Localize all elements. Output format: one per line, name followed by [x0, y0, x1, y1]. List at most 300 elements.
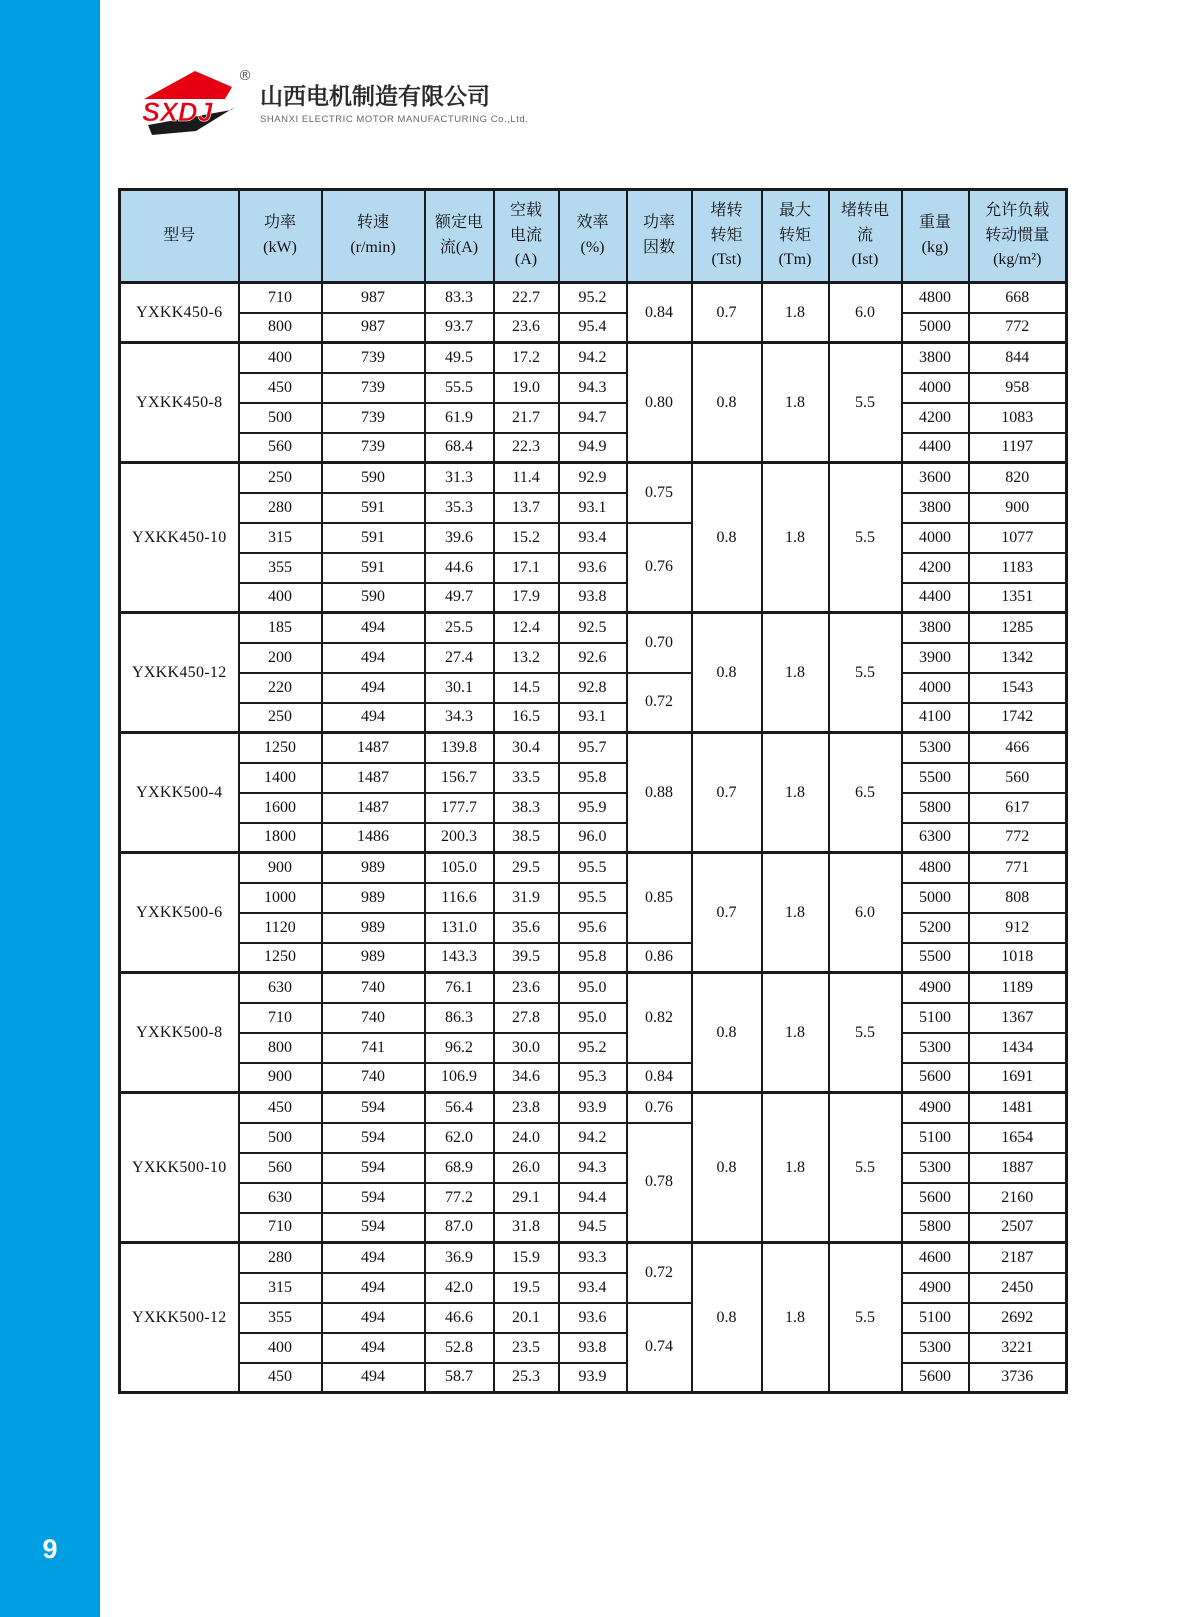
cell-inertia: 2187 — [969, 1243, 1067, 1273]
cell-noload-current: 17.2 — [494, 343, 559, 373]
cell-weight: 5000 — [902, 313, 969, 343]
motor-spec-table — [118, 188, 1068, 1394]
cell-efficiency: 93.9 — [559, 1093, 627, 1123]
cell-locked-current: 6.5 — [829, 733, 902, 853]
cell-rated-current: 106.9 — [425, 1063, 494, 1093]
cell-inertia: 617 — [969, 793, 1067, 823]
table-row — [120, 823, 1067, 853]
cell-model: YXKK500-12 — [120, 1243, 239, 1393]
cell-speed: 739 — [322, 343, 425, 373]
cell-speed: 591 — [322, 523, 425, 553]
cell-model: YXKK500-10 — [120, 1093, 239, 1243]
cell-weight: 4000 — [902, 673, 969, 703]
table-row — [120, 1363, 1067, 1393]
cell-rated-current: 35.3 — [425, 493, 494, 523]
cell-power: 500 — [239, 1123, 322, 1153]
cell-noload-current: 29.5 — [494, 853, 559, 883]
cell-locked-current: 6.0 — [829, 283, 902, 343]
cell-noload-current: 38.3 — [494, 793, 559, 823]
col-header-model: 型号 — [120, 190, 239, 283]
cell-noload-current: 20.1 — [494, 1303, 559, 1333]
blue-side-strip — [0, 0, 100, 1617]
cell-inertia: 560 — [969, 763, 1067, 793]
cell-weight: 5500 — [902, 943, 969, 973]
cell-speed: 494 — [322, 643, 425, 673]
cell-speed: 590 — [322, 463, 425, 493]
cell-power-factor: 0.72 — [627, 1243, 692, 1303]
cell-weight: 5800 — [902, 1213, 969, 1243]
cell-inertia: 2692 — [969, 1303, 1067, 1333]
cell-noload-current: 13.7 — [494, 493, 559, 523]
cell-speed: 739 — [322, 373, 425, 403]
cell-rated-current: 56.4 — [425, 1093, 494, 1123]
table-row — [120, 1273, 1067, 1303]
cell-inertia: 1018 — [969, 943, 1067, 973]
cell-rated-current: 44.6 — [425, 553, 494, 583]
cell-efficiency: 95.6 — [559, 913, 627, 943]
cell-rated-current: 177.7 — [425, 793, 494, 823]
cell-weight: 4900 — [902, 1273, 969, 1303]
cell-inertia: 1077 — [969, 523, 1067, 553]
table-row — [120, 1123, 1067, 1153]
cell-noload-current: 33.5 — [494, 763, 559, 793]
cell-weight: 4100 — [902, 703, 969, 733]
cell-inertia: 958 — [969, 373, 1067, 403]
cell-power: 1000 — [239, 883, 322, 913]
cell-speed: 1486 — [322, 823, 425, 853]
cell-weight: 5300 — [902, 1033, 969, 1063]
cell-noload-current: 23.6 — [494, 313, 559, 343]
cell-noload-current: 15.2 — [494, 523, 559, 553]
cell-locked-current: 5.5 — [829, 613, 902, 733]
cell-inertia: 1654 — [969, 1123, 1067, 1153]
cell-weight: 4000 — [902, 523, 969, 553]
cell-noload-current: 34.6 — [494, 1063, 559, 1093]
cell-efficiency: 95.3 — [559, 1063, 627, 1093]
cell-rated-current: 25.5 — [425, 613, 494, 643]
table-row — [120, 463, 1067, 493]
cell-locked-current: 5.5 — [829, 973, 902, 1093]
cell-power: 450 — [239, 1093, 322, 1123]
cell-power-factor: 0.76 — [627, 1093, 692, 1123]
cell-inertia: 1083 — [969, 403, 1067, 433]
cell-rated-current: 34.3 — [425, 703, 494, 733]
table-row — [120, 793, 1067, 823]
cell-weight: 4400 — [902, 433, 969, 463]
cell-power: 280 — [239, 493, 322, 523]
cell-efficiency: 93.1 — [559, 703, 627, 733]
cell-locked-torque: 0.7 — [692, 853, 762, 973]
cell-noload-current: 25.3 — [494, 1363, 559, 1393]
cell-inertia: 844 — [969, 343, 1067, 373]
cell-inertia: 772 — [969, 823, 1067, 853]
sxdj-logo-icon — [138, 66, 238, 138]
cell-power: 800 — [239, 313, 322, 343]
table-row — [120, 1093, 1067, 1123]
cell-noload-current: 35.6 — [494, 913, 559, 943]
cell-efficiency: 94.5 — [559, 1213, 627, 1243]
cell-max-torque: 1.8 — [762, 463, 829, 613]
cell-noload-current: 39.5 — [494, 943, 559, 973]
cell-speed: 594 — [322, 1093, 425, 1123]
cell-efficiency: 95.9 — [559, 793, 627, 823]
cell-power: 355 — [239, 1303, 322, 1333]
table-row — [120, 673, 1067, 703]
cell-rated-current: 52.8 — [425, 1333, 494, 1363]
cell-locked-torque: 0.7 — [692, 733, 762, 853]
company-name-cn: 山西电机制造有限公司 — [260, 83, 490, 109]
cell-efficiency: 94.2 — [559, 343, 627, 373]
cell-weight: 5600 — [902, 1063, 969, 1093]
cell-speed: 594 — [322, 1123, 425, 1153]
svg-text:SXDJ: SXDJ — [142, 97, 213, 127]
cell-efficiency: 94.4 — [559, 1183, 627, 1213]
cell-rated-current: 61.9 — [425, 403, 494, 433]
cell-power: 1250 — [239, 943, 322, 973]
table-row — [120, 523, 1067, 553]
cell-locked-torque: 0.8 — [692, 343, 762, 463]
cell-power: 315 — [239, 523, 322, 553]
cell-rated-current: 86.3 — [425, 1003, 494, 1033]
cell-speed: 739 — [322, 433, 425, 463]
cell-max-torque: 1.8 — [762, 1093, 829, 1243]
cell-noload-current: 12.4 — [494, 613, 559, 643]
cell-locked-current: 5.5 — [829, 1243, 902, 1393]
table-row — [120, 1153, 1067, 1183]
cell-locked-torque: 0.8 — [692, 1243, 762, 1393]
cell-speed: 1487 — [322, 763, 425, 793]
cell-max-torque: 1.8 — [762, 283, 829, 343]
cell-speed: 494 — [322, 613, 425, 643]
cell-speed: 591 — [322, 553, 425, 583]
table-row — [120, 1033, 1067, 1063]
cell-weight: 4200 — [902, 403, 969, 433]
cell-speed: 494 — [322, 703, 425, 733]
cell-inertia: 1197 — [969, 433, 1067, 463]
cell-inertia: 1434 — [969, 1033, 1067, 1063]
cell-weight: 5500 — [902, 763, 969, 793]
cell-power: 800 — [239, 1033, 322, 1063]
cell-weight: 5600 — [902, 1183, 969, 1213]
col-header-power: 功率 (kW) — [239, 190, 322, 283]
table-row — [120, 403, 1067, 433]
table-row — [120, 973, 1067, 1003]
cell-inertia: 1183 — [969, 553, 1067, 583]
cell-inertia: 1543 — [969, 673, 1067, 703]
cell-speed: 740 — [322, 973, 425, 1003]
cell-power-factor: 0.84 — [627, 283, 692, 343]
cell-locked-current: 5.5 — [829, 343, 902, 463]
cell-noload-current: 26.0 — [494, 1153, 559, 1183]
cell-model: YXKK500-8 — [120, 973, 239, 1093]
cell-power: 220 — [239, 673, 322, 703]
cell-power: 185 — [239, 613, 322, 643]
cell-noload-current: 22.3 — [494, 433, 559, 463]
table-row — [120, 343, 1067, 373]
cell-rated-current: 31.3 — [425, 463, 494, 493]
cell-power: 630 — [239, 973, 322, 1003]
cell-locked-torque: 0.8 — [692, 613, 762, 733]
cell-inertia: 1189 — [969, 973, 1067, 1003]
cell-noload-current: 21.7 — [494, 403, 559, 433]
cell-weight: 5300 — [902, 733, 969, 763]
cell-power: 1250 — [239, 733, 322, 763]
cell-power: 1120 — [239, 913, 322, 943]
cell-efficiency: 94.9 — [559, 433, 627, 463]
cell-weight: 5200 — [902, 913, 969, 943]
cell-speed: 739 — [322, 403, 425, 433]
cell-power-factor: 0.78 — [627, 1123, 692, 1243]
cell-model: YXKK500-6 — [120, 853, 239, 973]
cell-weight: 5800 — [902, 793, 969, 823]
cell-noload-current: 38.5 — [494, 823, 559, 853]
cell-speed: 989 — [322, 913, 425, 943]
cell-speed: 494 — [322, 1303, 425, 1333]
cell-weight: 3800 — [902, 493, 969, 523]
cell-inertia: 2507 — [969, 1213, 1067, 1243]
cell-noload-current: 31.8 — [494, 1213, 559, 1243]
cell-locked-torque: 0.8 — [692, 1093, 762, 1243]
col-header-efficiency: 效率 (%) — [559, 190, 627, 283]
cell-inertia: 2450 — [969, 1273, 1067, 1303]
cell-speed: 594 — [322, 1153, 425, 1183]
cell-rated-current: 58.7 — [425, 1363, 494, 1393]
cell-noload-current: 24.0 — [494, 1123, 559, 1153]
cell-weight: 4600 — [902, 1243, 969, 1273]
cell-inertia: 900 — [969, 493, 1067, 523]
cell-efficiency: 93.9 — [559, 1363, 627, 1393]
cell-efficiency: 95.5 — [559, 883, 627, 913]
cell-rated-current: 77.2 — [425, 1183, 494, 1213]
cell-power: 1600 — [239, 793, 322, 823]
cell-rated-current: 93.7 — [425, 313, 494, 343]
cell-power: 400 — [239, 1333, 322, 1363]
registered-mark: ® — [238, 68, 252, 84]
cell-locked-current: 5.5 — [829, 463, 902, 613]
cell-noload-current: 23.5 — [494, 1333, 559, 1363]
cell-power-factor: 0.74 — [627, 1303, 692, 1393]
cell-efficiency: 93.6 — [559, 1303, 627, 1333]
cell-locked-current: 5.5 — [829, 1093, 902, 1243]
cell-speed: 494 — [322, 1273, 425, 1303]
cell-inertia: 1481 — [969, 1093, 1067, 1123]
cell-power-factor: 0.85 — [627, 853, 692, 943]
table-row — [120, 883, 1067, 913]
cell-inertia: 3736 — [969, 1363, 1067, 1393]
cell-power-factor: 0.76 — [627, 523, 692, 613]
col-header-inertia: 允许负载 转动惯量 (kg/m²) — [969, 190, 1067, 283]
cell-noload-current: 27.8 — [494, 1003, 559, 1033]
col-header-locked-torque: 堵转 转矩 (Tst) — [692, 190, 762, 283]
cell-weight: 4800 — [902, 853, 969, 883]
cell-efficiency: 92.9 — [559, 463, 627, 493]
cell-inertia: 2160 — [969, 1183, 1067, 1213]
cell-max-torque: 1.8 — [762, 343, 829, 463]
cell-inertia: 820 — [969, 463, 1067, 493]
cell-speed: 594 — [322, 1213, 425, 1243]
col-header-power-factor: 功率 因数 — [627, 190, 692, 283]
cell-rated-current: 143.3 — [425, 943, 494, 973]
cell-power-factor: 0.72 — [627, 673, 692, 733]
cell-rated-current: 68.9 — [425, 1153, 494, 1183]
table-row — [120, 1003, 1067, 1033]
cell-power: 560 — [239, 1153, 322, 1183]
cell-speed: 741 — [322, 1033, 425, 1063]
cell-weight: 3800 — [902, 613, 969, 643]
cell-power-factor: 0.75 — [627, 463, 692, 523]
cell-efficiency: 95.8 — [559, 943, 627, 973]
cell-rated-current: 139.8 — [425, 733, 494, 763]
cell-weight: 4400 — [902, 583, 969, 613]
cell-speed: 989 — [322, 883, 425, 913]
cell-power-factor: 0.86 — [627, 943, 692, 973]
table-row — [120, 703, 1067, 733]
col-header-max-torque: 最大 转矩 (Tm) — [762, 190, 829, 283]
table-row — [120, 613, 1067, 643]
cell-efficiency: 93.4 — [559, 523, 627, 553]
cell-speed: 494 — [322, 673, 425, 703]
cell-model: YXKK450-6 — [120, 283, 239, 343]
cell-power: 900 — [239, 853, 322, 883]
cell-efficiency: 92.5 — [559, 613, 627, 643]
cell-model: YXKK450-12 — [120, 613, 239, 733]
cell-rated-current: 49.5 — [425, 343, 494, 373]
cell-speed: 591 — [322, 493, 425, 523]
cell-power-factor: 0.80 — [627, 343, 692, 463]
cell-weight: 5100 — [902, 1303, 969, 1333]
cell-efficiency: 95.0 — [559, 973, 627, 1003]
cell-rated-current: 30.1 — [425, 673, 494, 703]
cell-rated-current: 87.0 — [425, 1213, 494, 1243]
cell-max-torque: 1.8 — [762, 733, 829, 853]
cell-power: 250 — [239, 463, 322, 493]
cell-speed: 594 — [322, 1183, 425, 1213]
cell-weight: 5300 — [902, 1153, 969, 1183]
cell-power: 315 — [239, 1273, 322, 1303]
cell-speed: 590 — [322, 583, 425, 613]
cell-power-factor: 0.88 — [627, 733, 692, 853]
cell-power-factor: 0.70 — [627, 613, 692, 673]
cell-rated-current: 46.6 — [425, 1303, 494, 1333]
cell-rated-current: 55.5 — [425, 373, 494, 403]
cell-inertia: 668 — [969, 283, 1067, 313]
cell-model: YXKK450-8 — [120, 343, 239, 463]
cell-speed: 989 — [322, 853, 425, 883]
cell-noload-current: 30.4 — [494, 733, 559, 763]
cell-locked-torque: 0.7 — [692, 283, 762, 343]
cell-rated-current: 200.3 — [425, 823, 494, 853]
cell-speed: 740 — [322, 1003, 425, 1033]
cell-efficiency: 95.0 — [559, 1003, 627, 1033]
cell-weight: 5600 — [902, 1363, 969, 1393]
cell-weight: 5100 — [902, 1123, 969, 1153]
col-header-weight: 重量 (kg) — [902, 190, 969, 283]
cell-efficiency: 94.3 — [559, 373, 627, 403]
cell-efficiency: 95.5 — [559, 853, 627, 883]
cell-locked-torque: 0.8 — [692, 463, 762, 613]
cell-inertia: 771 — [969, 853, 1067, 883]
cell-noload-current: 13.2 — [494, 643, 559, 673]
cell-efficiency: 92.8 — [559, 673, 627, 703]
cell-noload-current: 14.5 — [494, 673, 559, 703]
cell-model: YXKK450-10 — [120, 463, 239, 613]
table-row — [120, 1183, 1067, 1213]
cell-efficiency: 92.6 — [559, 643, 627, 673]
cell-efficiency: 95.8 — [559, 763, 627, 793]
cell-power: 450 — [239, 373, 322, 403]
cell-weight: 3900 — [902, 643, 969, 673]
cell-inertia: 1691 — [969, 1063, 1067, 1093]
cell-power-factor: 0.82 — [627, 973, 692, 1063]
cell-speed: 989 — [322, 943, 425, 973]
cell-weight: 4200 — [902, 553, 969, 583]
cell-weight: 4800 — [902, 283, 969, 313]
cell-inertia: 772 — [969, 313, 1067, 343]
cell-noload-current: 23.8 — [494, 1093, 559, 1123]
cell-rated-current: 49.7 — [425, 583, 494, 613]
cell-speed: 494 — [322, 1243, 425, 1273]
table-row — [120, 553, 1067, 583]
cell-rated-current: 27.4 — [425, 643, 494, 673]
table-row — [120, 1243, 1067, 1273]
col-header-rated-current: 额定电 流(A) — [425, 190, 494, 283]
cell-speed: 1487 — [322, 733, 425, 763]
cell-inertia: 1351 — [969, 583, 1067, 613]
cell-rated-current: 68.4 — [425, 433, 494, 463]
cell-efficiency: 96.0 — [559, 823, 627, 853]
cell-power: 280 — [239, 1243, 322, 1273]
cell-inertia: 808 — [969, 883, 1067, 913]
cell-speed: 494 — [322, 1363, 425, 1393]
cell-speed: 740 — [322, 1063, 425, 1093]
table-row — [120, 313, 1067, 343]
page-number: 9 — [42, 1534, 58, 1564]
cell-weight: 4900 — [902, 973, 969, 1003]
cell-noload-current: 19.5 — [494, 1273, 559, 1303]
cell-power: 710 — [239, 283, 322, 313]
cell-power: 1400 — [239, 763, 322, 793]
cell-power: 250 — [239, 703, 322, 733]
cell-noload-current: 31.9 — [494, 883, 559, 913]
col-header-noload-current: 空载 电流 (A) — [494, 190, 559, 283]
table-row — [120, 433, 1067, 463]
cell-inertia: 1342 — [969, 643, 1067, 673]
cell-noload-current: 17.1 — [494, 553, 559, 583]
cell-max-torque: 1.8 — [762, 1243, 829, 1393]
cell-weight: 3600 — [902, 463, 969, 493]
cell-efficiency: 93.8 — [559, 583, 627, 613]
cell-speed: 987 — [322, 283, 425, 313]
cell-weight: 5100 — [902, 1003, 969, 1033]
cell-power: 900 — [239, 1063, 322, 1093]
cell-inertia: 1887 — [969, 1153, 1067, 1183]
cell-power: 710 — [239, 1213, 322, 1243]
cell-weight: 4900 — [902, 1093, 969, 1123]
cell-power-factor: 0.84 — [627, 1063, 692, 1093]
cell-efficiency: 94.7 — [559, 403, 627, 433]
cell-power: 710 — [239, 1003, 322, 1033]
cell-rated-current: 156.7 — [425, 763, 494, 793]
cell-power: 630 — [239, 1183, 322, 1213]
cell-rated-current: 76.1 — [425, 973, 494, 1003]
cell-efficiency: 93.3 — [559, 1243, 627, 1273]
cell-weight: 5300 — [902, 1333, 969, 1363]
cell-efficiency: 95.2 — [559, 1033, 627, 1063]
table-row — [120, 733, 1067, 763]
cell-rated-current: 62.0 — [425, 1123, 494, 1153]
cell-weight: 3800 — [902, 343, 969, 373]
cell-efficiency: 93.1 — [559, 493, 627, 523]
